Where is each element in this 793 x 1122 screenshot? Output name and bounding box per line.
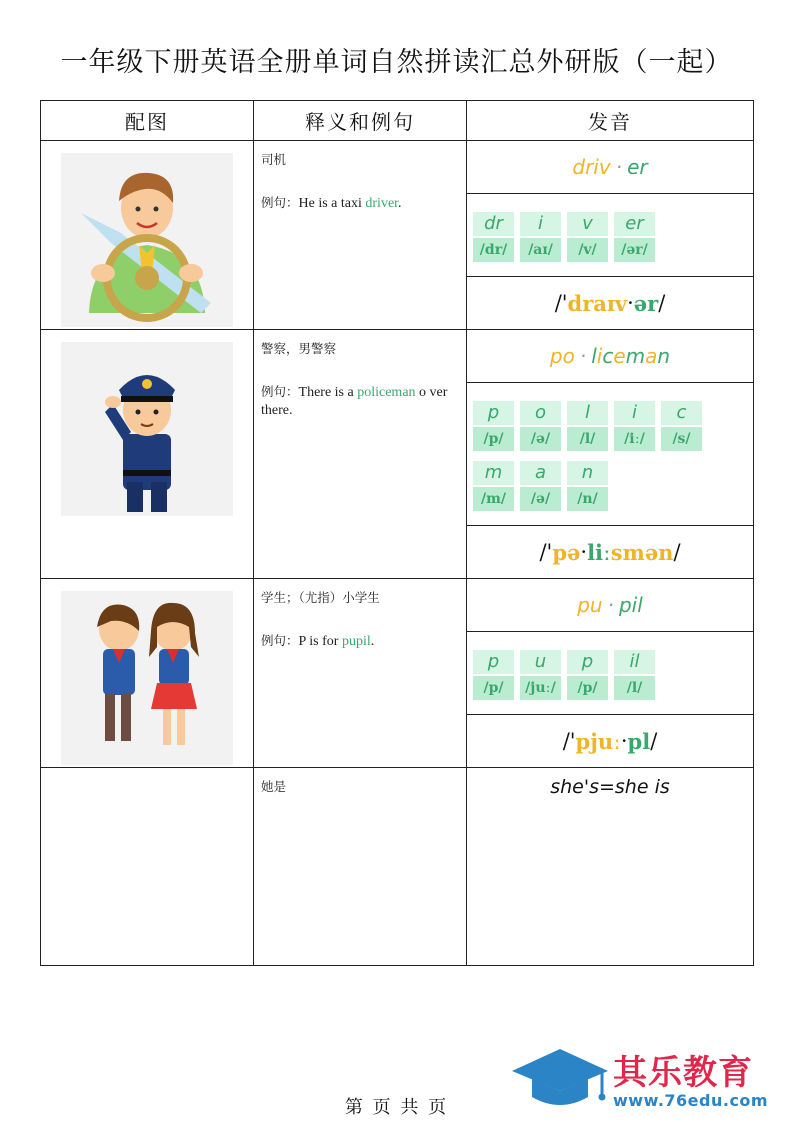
contraction-text: she's=she is: [550, 776, 670, 798]
brand-url: www.76edu.com: [613, 1091, 769, 1110]
pronunciation-cell: [467, 141, 754, 330]
tile-phoneme: /l/: [614, 676, 655, 700]
tile-phoneme: /iː/: [614, 427, 655, 451]
pupils-cartoon: [61, 591, 233, 765]
word-syllable: po: [549, 344, 575, 368]
word-meaning: 她是: [261, 779, 287, 794]
example-keyword: policeman: [357, 385, 416, 400]
tile-phoneme: /ə/: [520, 427, 561, 451]
picture-cell: [41, 579, 254, 768]
tile-letters: u: [520, 650, 561, 674]
phonics-tile: [520, 212, 561, 266]
picture-cell: [41, 768, 254, 966]
tile-letters: p: [473, 650, 514, 674]
table-header-row: [41, 101, 754, 141]
tile-letters: il: [614, 650, 655, 674]
tile-letters: o: [520, 401, 561, 425]
pronunciation-cell: [467, 768, 754, 966]
example-sentence: 例句：He is a taxi driver.: [261, 195, 402, 211]
phonics-tile: [661, 401, 702, 455]
picture-cell: [41, 330, 254, 579]
page-title: 一年级下册英语全册单词自然拼读汇总外研版（一起）: [60, 47, 733, 78]
driver-cartoon: [61, 153, 233, 327]
tile-letters: l: [567, 401, 608, 425]
header-meaning: 释义和例句: [254, 101, 467, 141]
example-keyword: pupil: [341, 634, 371, 649]
phonics-tile: [567, 212, 608, 266]
phonics-tile: [614, 650, 655, 704]
tile-letters: er: [614, 212, 655, 236]
graduation-cap-icon: [510, 1045, 610, 1115]
tile-phoneme: /ə/: [520, 487, 561, 511]
word-syllable: er: [627, 155, 648, 179]
tile-letters: i: [614, 401, 655, 425]
pronunciation-cell: [467, 579, 754, 768]
tile-letters: i: [520, 212, 561, 236]
syllable-split: pu · pil: [467, 579, 753, 632]
page-footer: 第 页 共 页: [344, 1097, 449, 1118]
word-meaning: 警察，男警察: [261, 341, 337, 356]
tile-letters: v: [567, 212, 608, 236]
phonics-tiles: [467, 383, 753, 526]
phonics-tile: [567, 650, 608, 704]
phonics-tile: [614, 401, 655, 455]
header-picture: 配图: [41, 101, 254, 141]
header-pronunciation: 发音: [467, 101, 754, 141]
word-meaning: 学生；（尤指）小学生: [261, 590, 380, 605]
phonics-tile: [520, 401, 561, 455]
tile-phoneme: /v/: [567, 238, 608, 262]
tile-letters: p: [567, 650, 608, 674]
phonics-tile: [614, 212, 655, 266]
meaning-cell: [254, 330, 467, 579]
tile-phoneme: /n/: [567, 487, 608, 511]
policeman-cartoon: [61, 342, 233, 516]
phonics-tiles: [467, 632, 753, 715]
tile-phoneme: /juː/: [520, 676, 561, 700]
word-syllable: pil: [618, 593, 643, 617]
phonics-tile: [473, 650, 514, 704]
word-row: [41, 768, 754, 966]
tile-phoneme: /p/: [567, 676, 608, 700]
syllable-split: driv · er: [467, 141, 753, 194]
phonics-tile: [473, 401, 514, 455]
tile-letters: c: [661, 401, 702, 425]
example-sentence: 例句：There is a policeman o ver there.: [261, 384, 448, 418]
phonics-tile: [473, 212, 514, 266]
tile-phoneme: /m/: [473, 487, 514, 511]
word-row: [41, 330, 754, 579]
tile-letters: a: [520, 461, 561, 485]
phonics-tile: [473, 461, 514, 515]
tile-phoneme: /ər/: [614, 238, 655, 262]
meaning-cell: [254, 768, 467, 966]
tile-letters: dr: [473, 212, 514, 236]
word-row: [41, 579, 754, 768]
tile-phoneme: /s/: [661, 427, 702, 451]
brand-name: 其乐教育: [613, 1053, 753, 1093]
ipa-transcription: / ' pjuː · pl /: [562, 728, 658, 754]
phonics-tile: [520, 461, 561, 515]
vocabulary-table: [40, 100, 754, 966]
example-sentence: 例句：P is for pupil.: [261, 633, 375, 649]
word-row: [41, 141, 754, 330]
word-syllable: driv: [572, 155, 611, 179]
tile-phoneme: /l/: [567, 427, 608, 451]
phonics-tile: [520, 650, 561, 704]
tile-phoneme: /aɪ/: [520, 238, 561, 262]
tile-letters: p: [473, 401, 514, 425]
pronunciation-cell: [467, 330, 754, 579]
word-meaning: 司机: [261, 152, 287, 167]
meaning-cell: [254, 579, 467, 768]
brand-logo: [510, 1045, 790, 1115]
example-keyword: driver: [365, 196, 399, 211]
ipa-transcription: / ' draɪv · ər /: [554, 290, 666, 316]
phonics-tiles: [467, 194, 753, 277]
tile-phoneme: /dr/: [473, 238, 514, 262]
tile-letters: m: [473, 461, 514, 485]
picture-cell: [41, 141, 254, 330]
tile-phoneme: /p/: [473, 427, 514, 451]
meaning-cell: [254, 141, 467, 330]
tile-letters: n: [567, 461, 608, 485]
word-syllable: liceman: [591, 344, 671, 368]
phonics-tile: [567, 461, 608, 515]
word-syllable: pu: [577, 593, 603, 617]
phonics-tile: [567, 401, 608, 455]
tile-phoneme: /p/: [473, 676, 514, 700]
ipa-transcription: / ' pə · liː smən /: [539, 539, 681, 565]
syllable-split: po · liceman: [467, 330, 753, 383]
